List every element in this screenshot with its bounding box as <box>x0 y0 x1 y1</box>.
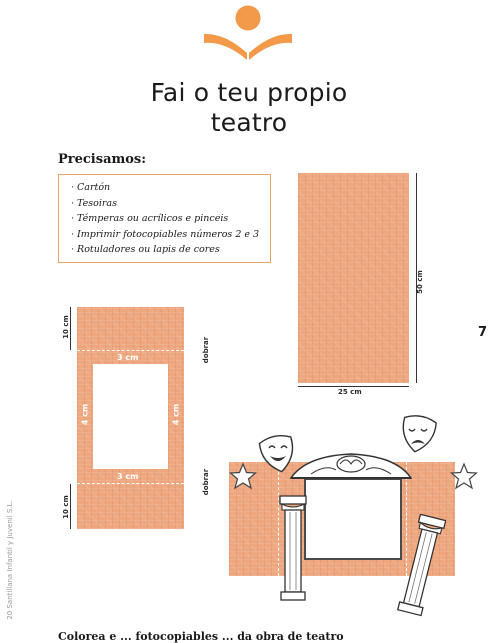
page-title-line-1: Fai o teu propio <box>150 78 348 107</box>
copyright-note: 20 Santillana Infantil y Juvenil S.L. <box>6 500 14 620</box>
materials-list <box>58 174 271 263</box>
star-icon <box>450 462 478 490</box>
materials-heading: Precisamos: <box>58 152 147 167</box>
fold-line-top <box>77 350 184 351</box>
column-icon <box>278 494 308 604</box>
tragedy-mask-icon <box>398 414 438 456</box>
page-title-line-2: teatro <box>210 108 288 137</box>
materials-item: · Tesoiras <box>71 197 117 209</box>
cardboard-rectangle <box>298 173 409 383</box>
bottom-margin-line <box>70 484 71 529</box>
rect-width-label: 25 cm <box>338 388 362 396</box>
rect-width-line <box>298 386 409 387</box>
inner-bottom-label: 3 cm <box>117 472 139 481</box>
comedy-mask-icon <box>258 434 298 476</box>
bottom-margin-label: 10 cm <box>62 495 70 519</box>
bottom-text: Colorea e ... fotocopiables ... da obra de teatro <box>58 630 344 643</box>
ornament-icon <box>286 446 416 488</box>
inner-right-label: 4 cm <box>171 403 181 426</box>
inner-left-label: 4 cm <box>80 403 90 426</box>
top-margin-label: 10 cm <box>62 315 70 339</box>
inner-top-label: 3 cm <box>117 353 139 362</box>
column-icon <box>396 514 446 618</box>
top-margin-line <box>70 307 71 350</box>
materials-item: · Rotuladores ou lapis de cores <box>71 244 220 256</box>
theater-stage-window <box>304 478 402 560</box>
frame-window <box>93 364 168 469</box>
fold-label-top: dobrar <box>202 336 210 364</box>
fold-line-bottom <box>77 483 184 484</box>
page-number: 7 <box>478 325 488 340</box>
rect-height-label: 50 cm <box>416 270 424 294</box>
materials-item: · Imprimir fotocopiables números 2 e 3 <box>71 228 260 240</box>
materials-item: · Témperas ou acrílicos e pinceis <box>71 213 229 225</box>
fold-label-bottom: dobrar <box>202 468 210 496</box>
star-icon <box>229 462 257 490</box>
materials-item: · Cartón <box>71 182 111 193</box>
open-book-reader-logo <box>203 3 293 61</box>
